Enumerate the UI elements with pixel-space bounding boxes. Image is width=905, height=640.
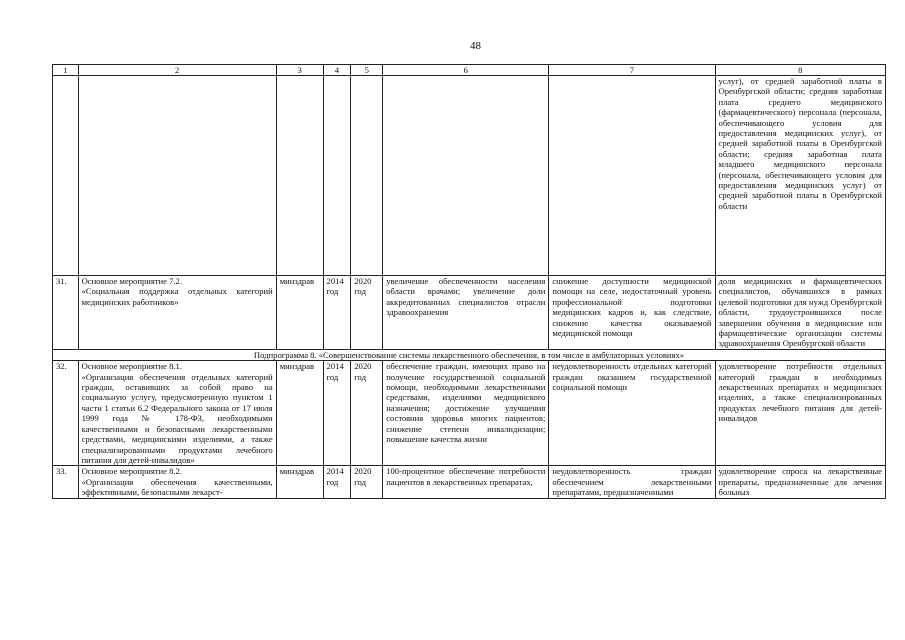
- indicator-cell: удовлетворение потребности отдельных категорий граждан в необходимых лекарственных препаратах и медицинских изделиях, а также специализированных продуктах лечебного питания для детей-инвалидов: [715, 361, 885, 466]
- activity-cell: [78, 466, 276, 498]
- start-year-cell: 2014 год: [323, 276, 351, 350]
- activity-cell: [78, 276, 276, 350]
- table-row: [53, 361, 886, 466]
- column-number: 3: [276, 65, 323, 76]
- start-year-cell: 2014 год: [323, 466, 351, 498]
- activity-description: «Социальная поддержка отдельных категорий медицинских работников»: [81, 286, 273, 307]
- column-number: 7: [549, 65, 715, 76]
- executor-cell: минздрав: [276, 361, 323, 466]
- page-number: 48: [470, 40, 481, 52]
- result-cell: увеличение обеспеченности населения области врачами; увеличение доли аккредитованных специалистов отрасли здравоохранения: [383, 276, 549, 350]
- indicator-cell: удовлетворение спроса на лекарственные препараты, предназначенные для лечения больных: [715, 466, 885, 498]
- subprogram-row: [53, 349, 886, 360]
- activity-description: «Организация обеспечения качественными, эффективными, безопасными лекарст-: [81, 476, 273, 498]
- row-number: 33.: [53, 466, 79, 498]
- consequence-cell: снижение доступности медицинской помощи на селе, недостаточный уровень профессиональной подготовки медицинских кадров и, как следствие, снижение качества оказываемой медицинской помощи: [549, 276, 715, 350]
- end-year-cell: 2020 год: [351, 466, 383, 498]
- end-year-cell: 2020 год: [351, 276, 383, 350]
- column-number-row: [53, 65, 886, 76]
- row-number: 31.: [53, 276, 79, 350]
- executor-cell: минздрав: [276, 276, 323, 350]
- column-number: 6: [383, 65, 549, 76]
- activity-title: Основное мероприятие 8.1.: [81, 361, 183, 372]
- activities-table: [52, 64, 886, 499]
- row-number: 32.: [53, 361, 79, 466]
- column-number: 5: [351, 65, 383, 76]
- activity-cell: [78, 361, 276, 466]
- consequence-cell: неудовлетворенность граждан обеспечением лекарственными препаратами, предназначенными: [549, 466, 715, 498]
- subprogram-title: Подпрограмма 8. «Совершенствование системы лекарственного обеспечения, в том числе в амбулаторных условиях»: [53, 349, 886, 360]
- table-row: [53, 466, 886, 498]
- end-year-cell: 2020 год: [351, 361, 383, 466]
- column-number: 1: [53, 65, 79, 76]
- table-row-continued: [53, 76, 886, 276]
- activity-title: Основное мероприятие 8.2.: [81, 466, 183, 477]
- activity-description: «Организация обеспечения отдельных категорий граждан, оставивших за собой право на социальную услугу, предусмотренную пунктом 1 части 1 статьи 6.2 Федерального закона от 17 июля 1999 года № 178-ФЗ, необходимыми качественными и безопасными лекарственными средствами, медицинскими изделиями, а также специализированными продуктами лечебного питания для детей-инвалидов»: [81, 371, 273, 465]
- column-number: 8: [715, 65, 885, 76]
- activity-title: Основное мероприятие 7.2.: [81, 276, 183, 286]
- column-number: 2: [78, 65, 276, 76]
- indicator-cell: услуг), от средней заработной платы в Оренбургской области; средняя заработная плата среднего медицинского (фармацевтического) персонала (персонала, обеспечивающего условия для предоставления медицинских услуг), от средней заработной платы в Оренбургской области; средняя заработная плата младшего медицинского персонала (персонала, обеспечивающего условия для предоставления медицинских услуг) от средней заработной платы в Оренбургской области: [715, 76, 885, 276]
- table-row: [53, 276, 886, 350]
- result-cell: 100-процентное обеспечение потребности пациентов в лекарственных препаратах,: [383, 466, 549, 498]
- indicator-cell: доля медицинских и фармацевтических специалистов, обучавшихся в рамках целевой подготовки для нужд Оренбургской области, трудоустроившихся после завершения обучения в медицинские или фармацевтические организации системы здравоохранения Оренбургской области: [715, 276, 885, 350]
- executor-cell: минздрав: [276, 466, 323, 498]
- result-cell: обеспечение граждан, имеющих право на получение государственной социальной помощи, необходимыми лекарственными средствами, изделиями медицинского назначения; достижение улучшения состояния здоровья многих пациентов; снижение степени инвалидизации; повышение качества жизни: [383, 361, 549, 466]
- start-year-cell: 2014 год: [323, 361, 351, 466]
- consequence-cell: неудовлетворенность отдельных категорий граждан оказанием государственной социальной помощи: [549, 361, 715, 466]
- column-number: 4: [323, 65, 351, 76]
